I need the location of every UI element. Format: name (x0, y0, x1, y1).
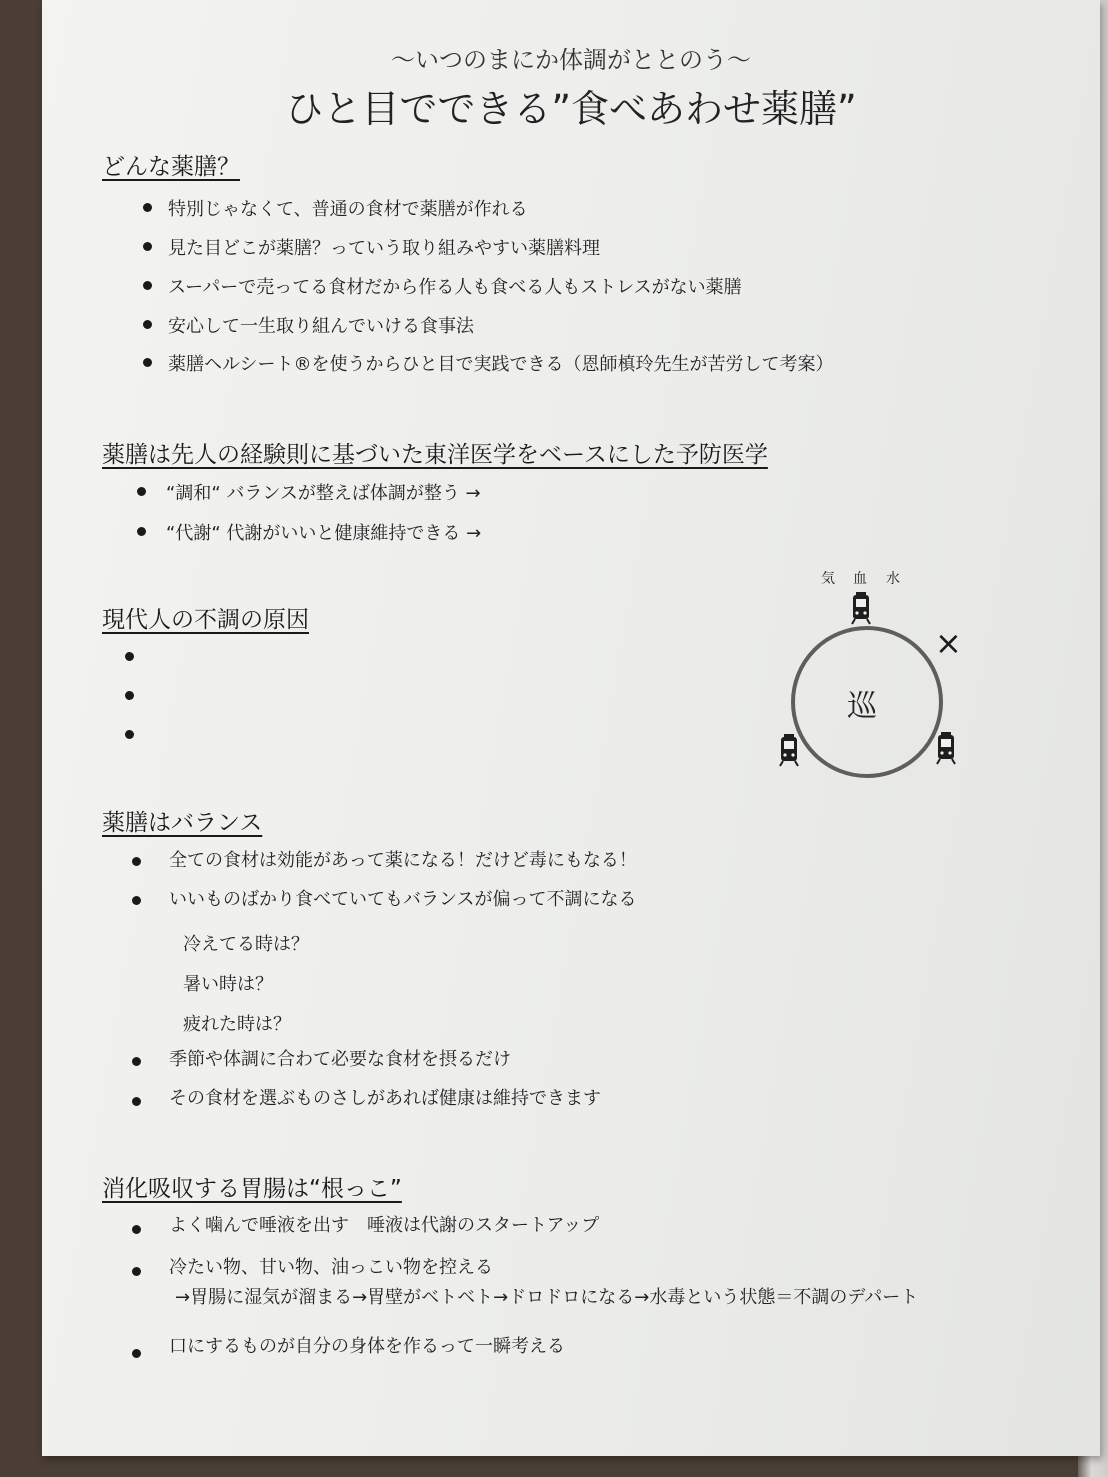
list-item: 特別じゃなくて、普通の食材で薬膳が作れる (168, 199, 528, 220)
list-item: “代謝“ 代謝がいいと健康維持できる → (166, 523, 482, 544)
bullet (125, 730, 134, 739)
list-item: 冷たい物、甘い物、油っこい物を控える (169, 1257, 493, 1278)
bullet (137, 487, 146, 496)
bullet (137, 527, 146, 536)
x-mark: × (935, 624, 962, 662)
sub-item: 暑い時は？ (183, 974, 273, 995)
bullet (143, 281, 152, 290)
list-item: 見た目どこが薬膳？っていう取り組みやすい薬膳料理 (168, 238, 600, 259)
diagram-label-sui: 水 (886, 571, 900, 587)
list-item: 安心して一生取り組んでいける食事法 (168, 316, 474, 337)
diagram-label-ki: 気 (821, 571, 835, 587)
bullet (132, 1097, 141, 1106)
train-icon (850, 591, 872, 625)
document-title: ひと目でできる”食べあわせ薬膳” (285, 87, 857, 131)
sub-item: 冷えてる時は？ (183, 934, 309, 955)
list-item: “調和“ バランスが整えば体調が整う → (166, 483, 481, 504)
document-page (42, 0, 1100, 1456)
document-subtitle: 〜いつのまにか体調がととのう〜 (391, 46, 751, 74)
list-item: 口にするものが自分の身体を作るって一瞬考える (169, 1336, 565, 1357)
continuation-text: →胃腸に湿気が溜まる→胃壁がベトベト→ドロドロになる→水毒という状態＝不調のデパート (175, 1287, 919, 1308)
circulation-label: 巡 (847, 689, 877, 724)
bullet (132, 896, 141, 905)
bullet (132, 1267, 141, 1276)
section-heading-gut-roots: 消化吸収する胃腸は“根っこ” (102, 1176, 402, 1202)
section-heading-balance: 薬膳はバランス (102, 810, 263, 836)
bullet (132, 1057, 141, 1066)
list-item: よく噛んで唾液を出す 唾液は代謝のスタートアップ (169, 1215, 600, 1236)
list-item: 全ての食材は効能があって薬になる！だけど毒にもなる！ (169, 850, 637, 871)
bullet (125, 691, 134, 700)
bullet (132, 1349, 141, 1358)
list-item: いいものばかり食べていてもバランスが偏って不調になる (169, 889, 637, 910)
train-icon (935, 731, 957, 765)
bullet (132, 1225, 141, 1234)
diagram-label-ketsu: 血 (853, 571, 867, 587)
bullet (125, 652, 134, 661)
bullet (143, 203, 152, 212)
sub-item: 疲れた時は？ (183, 1014, 291, 1035)
train-icon (778, 733, 800, 767)
list-item: 薬膳ヘルシート®を使うからひと目で実践できる（恩師槙玲先生が苦労して考案） (168, 354, 834, 375)
bullet (143, 320, 152, 329)
section-heading-causes: 現代人の不調の原因 (102, 607, 309, 633)
bullet (132, 857, 141, 866)
list-item: 季節や体調に合わて必要な食材を摂るだけ (169, 1049, 511, 1070)
list-item: スーパーで売ってる食材だから作る人も食べる人もストレスがない薬膳 (168, 277, 742, 298)
section-heading-what-is-yakuzen: どんな薬膳？ (102, 154, 240, 180)
bullet (143, 358, 152, 367)
section-heading-preventive-medicine: 薬膳は先人の経験則に基づいた東洋医学をベースにした予防医学 (102, 442, 768, 468)
list-item: その食材を選ぶものさしがあれば健康は維持できます (169, 1088, 601, 1109)
bullet (143, 242, 152, 251)
